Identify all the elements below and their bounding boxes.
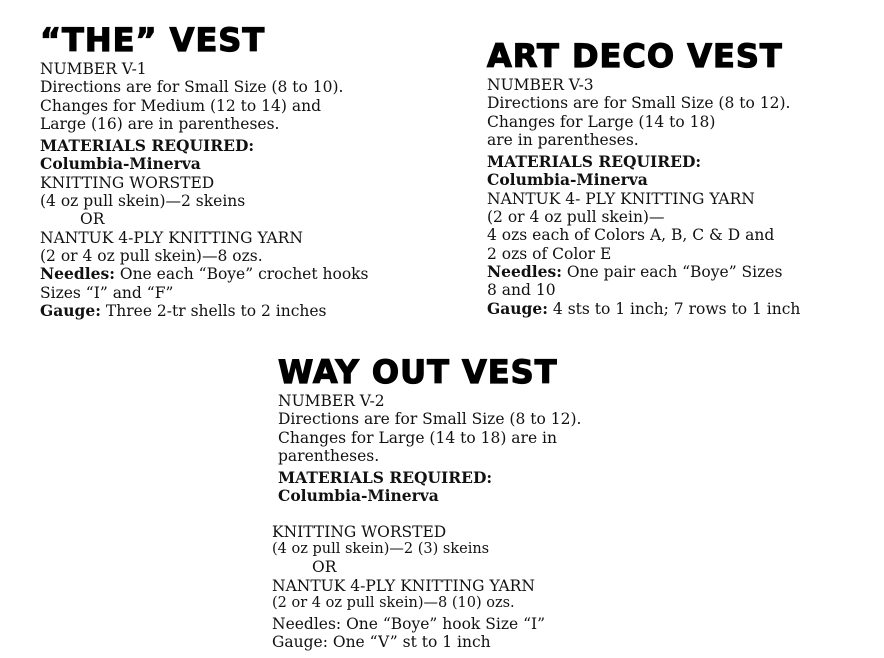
vest-way-out-gauge-label: Gauge: (272, 633, 328, 652)
vest-art-deco-brand: Columbia-Minerva (487, 170, 648, 190)
vest-way-out-number: NUMBER V-2 (278, 392, 385, 410)
vest-the-gauge (40, 302, 369, 320)
vest-way-out-needles-label: Needles: (272, 614, 342, 633)
vest-the-gauge-text: Three 2-tr shells to 2 inches (100, 301, 327, 320)
vest-the-yarn1-qty: (4 oz pull skein)—2 skeins (40, 192, 246, 211)
vest-art-deco-colors-2: 2 ozs of Color E (487, 244, 612, 263)
vest-the-directions-3: Large (16) are in parentheses. (40, 114, 280, 133)
vest-way-out-brand: Columbia-Minerva (278, 486, 439, 506)
vest-art-deco-directions-2: Changes for Large (14 to 18) (487, 112, 716, 131)
vest-the-needles-label: Needles: (40, 264, 115, 284)
vest-way-out-directions-3: parentheses. (278, 446, 380, 465)
vest-way-out-directions-1: Directions are for Small Size (8 to 12). (278, 410, 582, 429)
vest-way-out-gauge-text: One “V” st to 1 inch (327, 633, 491, 652)
vest-the-directions-2: Changes for Medium (12 to 14) and (40, 96, 322, 115)
vest-art-deco-colors-1: 4 ozs each of Colors A, B, C & D and (487, 226, 775, 245)
vest-the-title: “THE” VEST (40, 21, 266, 59)
vest-art-deco-yarn1-qty: (2 or 4 oz pull skein)— (487, 208, 665, 227)
vest-art-deco-title: ART DECO VEST (487, 37, 783, 75)
vest-the-or: OR (80, 210, 105, 229)
vest-the-number: NUMBER V-1 (40, 60, 147, 78)
vest-art-deco-materials-heading: MATERIALS REQUIRED: (487, 152, 702, 172)
vest-art-deco-section (487, 37, 801, 318)
vest-way-out-materials (272, 523, 545, 651)
vest-the-gauge-label: Gauge: (40, 300, 101, 320)
vest-the-directions-1: Directions are for Small Size (8 to 10). (40, 78, 344, 97)
vest-way-out-title: WAY OUT VEST (278, 353, 558, 391)
vest-art-deco-needles-label: Needles: (487, 261, 562, 281)
vest-way-out-yarn2-qty: (2 or 4 oz pull skein)—8 (10) ozs. (272, 594, 515, 611)
vest-the-yarn2-qty: (2 or 4 oz pull skein)—8 ozs. (40, 246, 263, 265)
vest-the-yarn1: KNITTING WORSTED (40, 173, 215, 192)
vest-the-needles-2: Sizes “I” and “F” (40, 283, 174, 302)
vest-art-deco-gauge-label: Gauge: (487, 298, 548, 318)
vest-way-out-needles (272, 615, 545, 633)
vest-art-deco-directions-1: Directions are for Small Size (8 to 12). (487, 94, 791, 113)
vest-art-deco-number: NUMBER V-3 (487, 76, 594, 94)
vest-art-deco-gauge-text: 4 sts to 1 inch; 7 rows to 1 inch (547, 299, 801, 318)
vest-way-out-materials-heading: MATERIALS REQUIRED: (278, 468, 493, 488)
vest-way-out-section (278, 353, 582, 506)
vest-art-deco-needles (487, 263, 800, 281)
vest-the-yarn2: NANTUK 4-PLY KNITTING YARN (40, 228, 303, 247)
vest-the-needles-text: One each “Boye” crochet hooks (114, 265, 369, 284)
vest-art-deco-needles-2: 8 and 10 (487, 281, 556, 300)
vest-art-deco-needles-text: One pair each “Boye” Sizes (561, 262, 783, 281)
vest-way-out-or: OR (312, 558, 337, 577)
vest-way-out-yarn1-qty: (4 oz pull skein)—2 (3) skeins (272, 541, 490, 558)
vest-way-out-directions-2: Changes for Large (14 to 18) are in (278, 428, 557, 447)
vest-art-deco-gauge (487, 300, 800, 318)
vest-art-deco-directions-3: are in parentheses. (487, 130, 639, 149)
vest-way-out-yarn2: NANTUK 4-PLY KNITTING YARN (272, 576, 535, 595)
vest-the-needles (40, 265, 369, 283)
vest-the-section (40, 21, 369, 320)
vest-way-out-gauge (272, 633, 545, 651)
vest-art-deco-yarn1: NANTUK 4- PLY KNITTING YARN (487, 189, 755, 208)
vest-the-brand: Columbia-Minerva (40, 154, 201, 174)
vest-the-materials-heading: MATERIALS REQUIRED: (40, 136, 255, 156)
vest-way-out-needles-text: One “Boye” hook Size “I” (341, 614, 546, 633)
vest-way-out-yarn1: KNITTING WORSTED (272, 523, 447, 541)
